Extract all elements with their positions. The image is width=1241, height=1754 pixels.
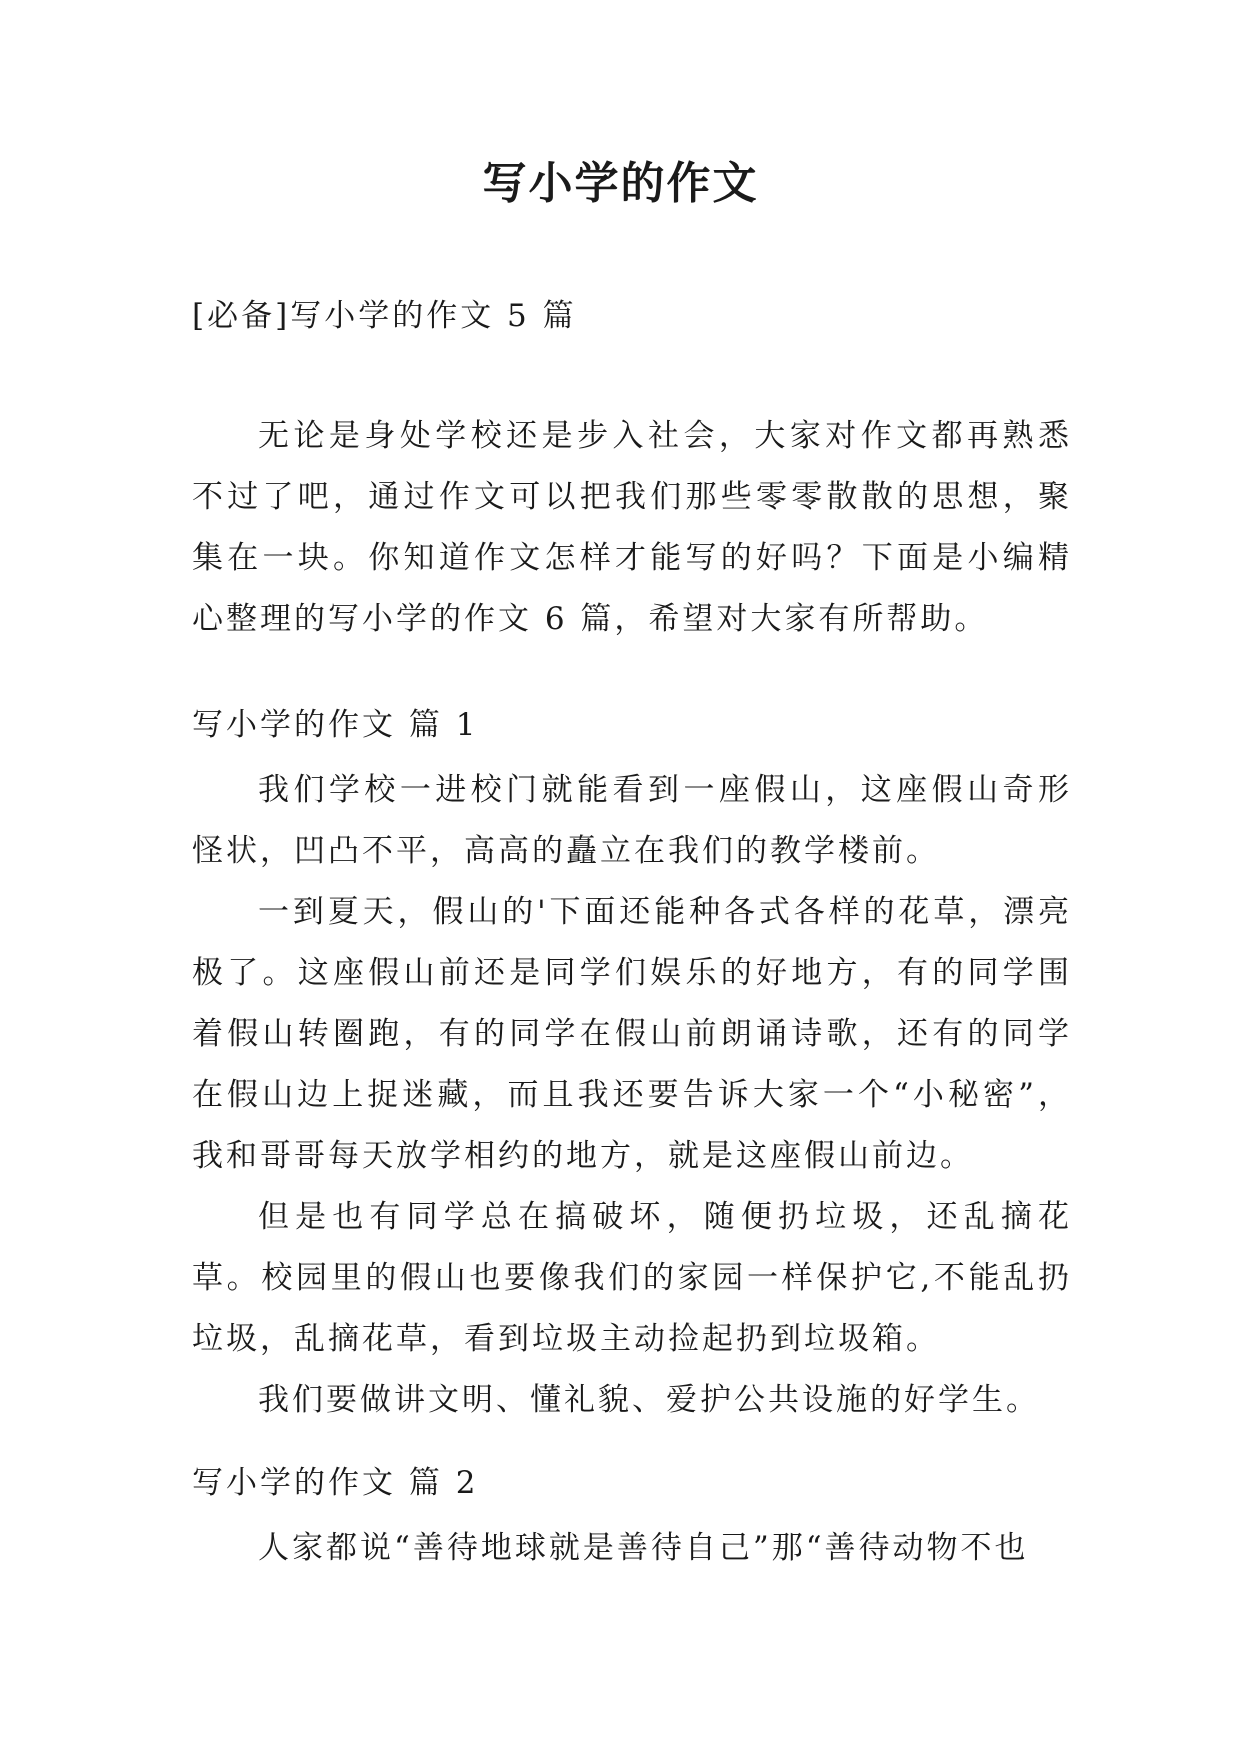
- document-title: 写小学的作文: [482, 158, 759, 209]
- intro-block: [192, 406, 1072, 650]
- section-heading: 写小学的作文 篇 1: [192, 707, 479, 743]
- intro-paragraph: 无论是身处学校还是步入社会，大家对作文都再熟悉不过了吧，通过作文可以把我们那些零零散散的思想，聚集在一块。你知道作文怎样才能写的好吗？下面是小编精心整理的写小学的作文 6 篇，希望对大家有所帮助。: [192, 418, 1072, 637]
- section-heading: 写小学的作文 篇 2: [192, 1465, 479, 1501]
- paragraph: 我们要做讲文明、懂礼貌、爱护公共设施的好学生。: [258, 1382, 1040, 1418]
- essay-section-1: [192, 700, 1072, 1431]
- paragraph: 人家都说“善待地球就是善待自己”那“善待动物不也: [258, 1530, 1029, 1566]
- document-subtitle: [必备]写小学的作文 5 篇: [192, 298, 577, 334]
- essay-section-2: [192, 1458, 1072, 1579]
- paragraph: 我们学校一进校门就能看到一座假山，这座假山奇形怪状，凹凸不平，高高的矗立在我们的教学楼前。: [192, 772, 1072, 869]
- paragraph: 一到夏天，假山的'下面还能种各式各样的花草，漂亮极了。这座假山前还是同学们娱乐的好地方，有的同学围着假山转圈跑，有的同学在假山前朗诵诗歌，还有的同学在假山边上捉迷藏，而且我还要告诉大家一个“小秘密”，我和哥哥每天放学相约的地方，就是这座假山前边。: [192, 894, 1072, 1174]
- paragraph: 但是也有同学总在搞破坏，随便扔垃圾，还乱摘花草。校园里的假山也要像我们的家园一样保护它,不能乱扔垃圾，乱摘花草，看到垃圾主动捡起扔到垃圾箱。: [192, 1199, 1072, 1357]
